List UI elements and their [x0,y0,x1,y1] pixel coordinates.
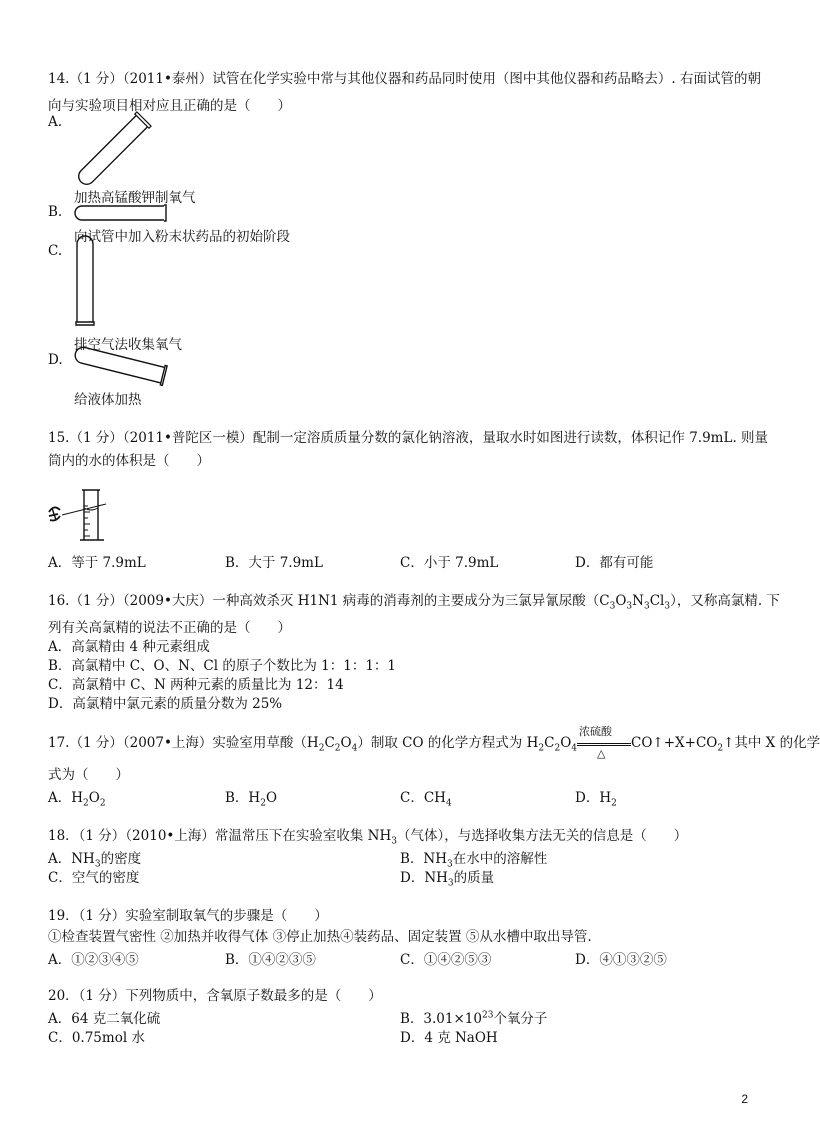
q20-option-b: B．$3.01\times 10^{23}$个氧分子 [400,1010,548,1027]
q19-option-b: B．①④②③⑤ [225,952,316,968]
test-tube-slanted-a-icon [70,108,160,188]
question-16 [48,592,780,714]
q14-option-a-letter: A. [48,114,63,130]
q14-option-d-caption: 给液体加热 [74,392,142,408]
catalyst-label: 浓硫酸 [579,725,612,738]
q18-option-c: C．空气的密度 [48,870,140,886]
q19-option-c: C．①④②⑤③ [400,952,492,968]
q19-stem-line2: ①检查装置气密性 ②加热并收得气体 ③停止加热④装药品、固定装置 ⑤从水槽中取出导管. [48,929,592,945]
question-19 [48,907,760,947]
q16-option-c: C．高氯精中 C、N 两种元素的质量比为 12：14 [48,676,344,693]
q14-option-d-letter: D. [48,352,63,368]
q20-option-d: D．4 克 NaOH [400,1030,498,1046]
q18-option-d: D．$NH_3$的质量 [400,870,495,889]
q17-stem-part-a: 17.（1 分）（2007•上海）实验室用草酸（H [48,735,319,751]
q15-option-a: A．等于 7.9mL [48,555,146,571]
q15-stem-line2: 筒内的水的体积是（ ） [48,453,210,469]
reaction-condition [577,725,631,760]
q14-stem-line1: 14.（1 分）（2011•泰州）试管在化学实验中常与其他仪器和药品同时使用（图中其他仪器和药品略去）. 右面试管的朝 [48,71,762,87]
q18-option-b: B．$NH_3$在水中的溶解性 [400,851,548,870]
q20-stem-line1: 20．（1 分）下列物质中，含氧原子数最多的是（ ） [48,988,382,1004]
q17-products: CO↑+X+CO [631,735,718,751]
q16-stem-line1: 16.（1 分）（2009•大庆）一种高效杀灭 H1N1 病毒的消毒剂的主要成分为三氯异氰尿酸$(C_3O_3N_3Cl_3)$，又称高氯精. 下 [48,593,780,612]
q17-stem-part-b: ）制取 CO 的化学方程式为 H [357,735,539,751]
q15-option-d: D．都有可能 [575,555,654,571]
q14-option-b-caption: 向试管中加入粉末状药品的初始阶段 [74,229,290,245]
q18-stem-part-b: （气体），与选择收集方法无关的信息是（ ） [397,828,688,844]
q20-option-c: C．0.75mol 水 [48,1030,145,1046]
question-20 [48,987,760,1006]
q16-option-b: B．高氯精中 C、O、N、Cl 的原子个数比为 1：1：1：1 [48,657,397,674]
q16-stem-line2: 列有关高氯精的说法不正确的是（ ） [48,619,291,636]
q17-stem-line2: 式为（ ） [48,766,129,783]
q17-option-c: C．$CH_4$ [400,790,452,809]
q16-stem-part-a: 16.（1 分）（2009•大庆）一种高效杀灭 H1N1 病毒的消毒剂的主要成分为三氯异氰尿酸（C [48,593,610,609]
q16-stem-part-b: ），又称高氯精. 下 [670,593,780,609]
q16-option-d: D．高氯精中氯元素的质量分数为 25% [48,695,283,712]
q15-option-c: C．小于 7.9mL [400,555,499,571]
question-17 [48,725,820,785]
test-tube-tilted-d-icon [72,345,172,385]
q19-stem-line1: 19．（1 分）实验室制取氧气的步骤是（ ） [48,908,328,924]
q19-option-a: A．①②③④⑤ [48,952,139,968]
q14-stem-line2: 向与实验项目相对应且正确的是（ ） [48,98,291,114]
q18-stem-line1: 18．（1 分）（2010•上海）常温常压下在实验室收集 $NH_3$（气体），与选择收集方法无关的信息是（ ） [48,828,688,847]
q18-option-a: A．$NH_3$的密度 [48,851,142,870]
test-tube-horizontal-b-icon [72,203,168,223]
q17-option-b: B．$H_2O$ [225,790,278,809]
q20-option-a: A．64 克二氧化硫 [48,1011,161,1027]
q18-stem-part-a: 18．（1 分）（2010•上海）常温常压下在实验室收集 NH [48,828,392,844]
test-tube-inverted-c-icon [74,242,96,332]
q14-option-b-letter: B. [48,204,63,220]
q17-option-a: A．$H_2O_2$ [48,790,106,809]
q19-option-d: D．④①③②⑤ [575,952,667,968]
question-15 [48,429,769,471]
q17-stem-line1: 17.（1 分）（2007•上海）实验室用草酸$(H_2C_2O_4)$制取 CO 的化学方程式为 $H_2C_2O_4$ 浓硫酸 △ $CO↑+X+CO_2↑$其中 X 的化学 [48,734,760,759]
graduated-cylinder-eye-icon [46,484,116,546]
heat-symbol: △ [597,747,606,760]
q15-stem-line1: 15.（1 分）（2011•普陀区一模）配制一定溶质质量分数的氯化钠溶液，量取水时如图进行读数，体积记作 7.9mL. 则量 [48,430,769,446]
q17-option-d: D．$H_2$ [575,790,617,809]
q17-stem-part-c: ↑其中 X 的化学 [723,735,820,751]
page-number: 2 [741,1092,748,1106]
q14-option-c-caption: 排空气法收集氧气 [74,337,182,353]
q16-option-a: A．高氯精由 4 种元素组成 [48,638,210,655]
q14-option-c-letter: C. [48,243,63,259]
q15-option-b: B．大于 7.9mL [225,555,323,571]
q14-option-a-caption: 加热高锰酸钾制氧气 [74,190,196,206]
